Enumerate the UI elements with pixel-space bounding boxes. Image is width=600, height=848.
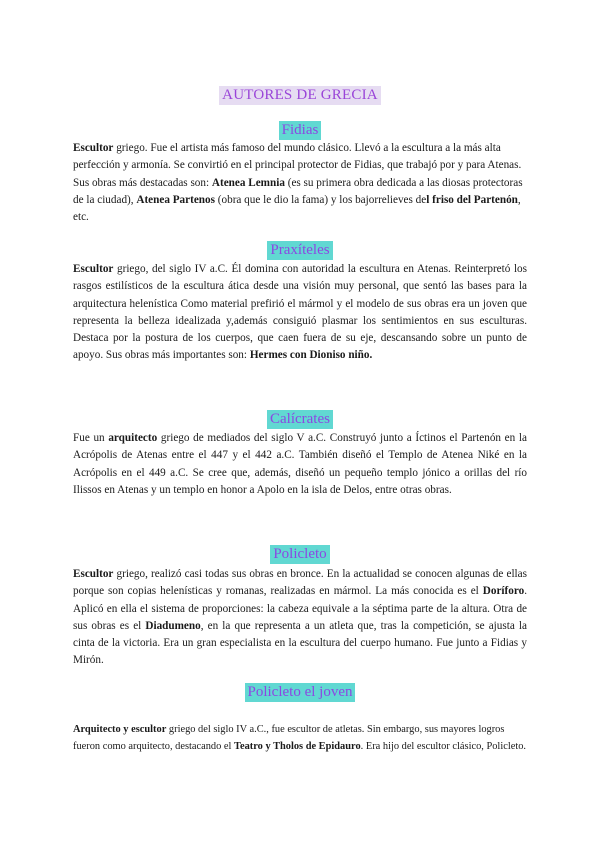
text-run: . Aplicó en ella el sistema de proporciones: la cabeza equivale a la séptima parte de la altura. Otra de sus obras es el xyxy=(73,585,527,632)
bold-text-run: l friso del Partenón xyxy=(426,193,518,206)
section-body-fidias xyxy=(73,140,527,226)
document-title: AUTORES DE GRECIA xyxy=(219,86,381,105)
bold-text-run: Escultor xyxy=(73,263,114,275)
section-heading-fidias: Fidias xyxy=(279,121,322,140)
bold-text-run: Arquitecto y escultor xyxy=(73,724,167,735)
bold-text-run: Escultor xyxy=(73,142,114,154)
bold-text-run: Doríforo xyxy=(482,585,525,598)
text-run: (obra que le dio la fama) y los bajorrelieves de xyxy=(214,193,427,206)
text-run: griego. Fue el artista más famoso del mundo clásico. Llevó a la escultura a la más alta perfección y armonía. Se convirtió en el principal protector de Fidias, que trabajó por y para Atenas. Sus obras más destacadas son: xyxy=(73,142,522,189)
section-heading-policleto-el-joven: Policleto el joven xyxy=(245,683,356,702)
section-heading-policleto: Policleto xyxy=(270,545,329,564)
bold-text-run: Atenea Partenos xyxy=(136,193,215,206)
bold-text-run: Escultor xyxy=(73,568,114,580)
bold-text-run: Atenea Lemnia xyxy=(211,176,285,189)
heading-container-policleto-el-joven xyxy=(0,683,600,702)
bold-text-run: Hermes con Dioniso niño. xyxy=(249,349,373,362)
text-run: . Era hijo del escultor clásico, Policleto. xyxy=(360,740,526,752)
section-heading-calicrates: Calícrates xyxy=(267,410,333,429)
section-body-policleto xyxy=(73,566,527,670)
text-run: Fue un xyxy=(73,432,109,444)
text-run: griego, del siglo IV a.C. Él domina con autoridad la escultura en Atenas. Reinterpretó los rasgos estilísticos de la escultura ática desde una visión muy personal, que sentó las bases para la arquitectura helenística Como material prefirió el mármol y el modelo de sus obras era un joven que representa la belleza idealizada y,además consiguió plasmar los sentimientos en sus esculturas. Destaca por la postura de los cuerpos, que caen fuera de su eje, descansando sobre un punto de apoyo. Sus obras más importantes son: xyxy=(73,263,527,362)
heading-container-fidias xyxy=(0,121,600,140)
bold-text-run: Teatro y Tholos de Epidauro xyxy=(234,740,361,752)
text-run: griego del siglo IV a.C., fue escultor de atletas. Sin embargo, sus mayores logros fueron como arquitecto, destacando el xyxy=(73,724,505,752)
title-container xyxy=(0,86,600,105)
heading-container-policleto xyxy=(0,545,600,564)
text-run: griego de mediados del siglo V a.C. Construyó junto a Íctinos el Partenón en la Acrópolis de Atenas entre el 447 y el 442 a.C. También diseñó el Templo de Atenea Niké en la Acrópolis en el 449 a.C. Se cree que, además, diseñó un pequeño templo jónico a orillas del río Ilissos en Atenas y un templo en honor a Apolo en la isla de Delos, entre otras obras. xyxy=(73,432,527,496)
bold-text-run: arquitecto xyxy=(108,432,158,444)
section-heading-praxiteles: Praxíteles xyxy=(267,241,332,260)
text-run: , etc. xyxy=(73,193,521,224)
section-body-praxiteles xyxy=(73,261,527,365)
section-body-calicrates xyxy=(73,430,527,499)
text-run: , en la que representa a un atleta que, tras la competición, se ajusta la cinta de la victoria. Era un gran especialista en la escultura del cuerpo humano. Fue junto a Fidias y Mirón. xyxy=(73,619,527,667)
bold-text-run: Diadumeno xyxy=(145,619,201,632)
heading-container-praxiteles xyxy=(0,241,600,260)
heading-container-calicrates xyxy=(0,410,600,429)
text-run: griego, realizó casi todas sus obras en bronce. En la actualidad se conocen algunas de ellas porque son copias helenísticas y romanas, realizadas en mármol. La más conocida es el xyxy=(73,568,527,598)
text-run: (es su primera obra dedicada a las diosas protectoras de la ciudad), xyxy=(73,176,523,206)
section-body-policleto-el-joven xyxy=(73,722,527,755)
